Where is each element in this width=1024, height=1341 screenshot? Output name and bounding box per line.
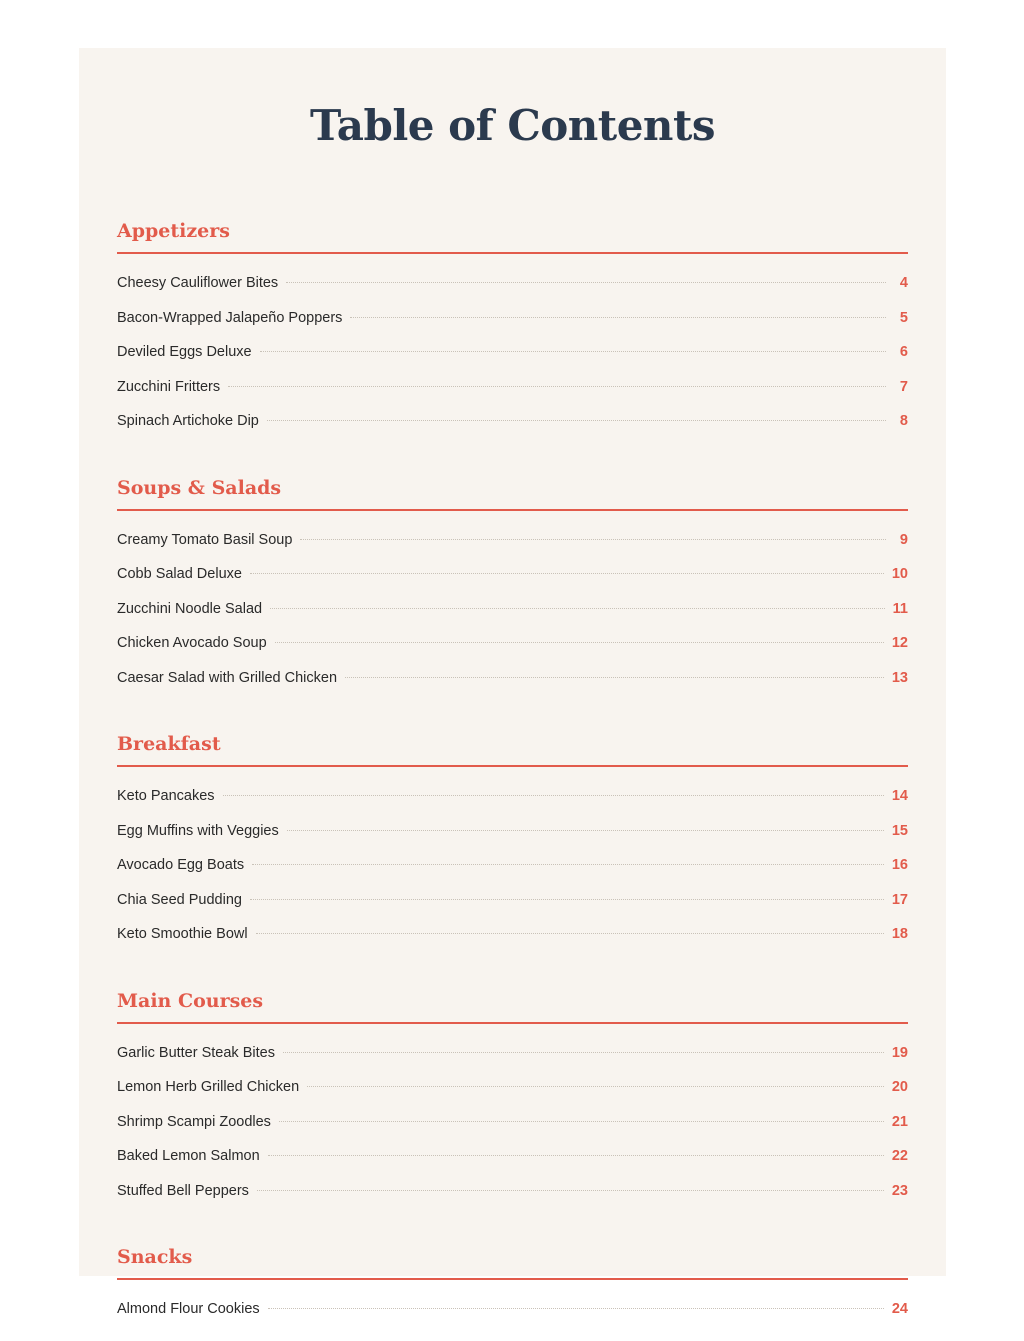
entry-name: Stuffed Bell Peppers — [117, 1182, 249, 1199]
section-breakfast — [117, 709, 908, 966]
entry-name: Chicken Avocado Soup — [117, 635, 267, 651]
toc-entry[interactable] — [117, 1105, 908, 1140]
entry-name: Spinach Artichoke Dip — [117, 413, 259, 429]
dot-leader — [256, 933, 884, 934]
entry-page-number: 17 — [891, 891, 908, 908]
entry-page-number: 24 — [891, 1301, 908, 1317]
toc-entry[interactable] — [117, 814, 908, 849]
entry-page-number: 11 — [892, 600, 908, 617]
toc-entry[interactable] — [117, 917, 908, 952]
toc-entry[interactable] — [117, 1070, 908, 1105]
document-page — [79, 48, 946, 1317]
entry-page-number: 10 — [891, 566, 908, 582]
dot-leader — [268, 1308, 884, 1309]
section-appetizers — [117, 196, 908, 453]
entry-page-number: 7 — [899, 378, 908, 395]
section-soups-salads — [117, 453, 908, 710]
toc-entry[interactable] — [117, 404, 908, 439]
entry-name: Garlic Butter Steak Bites — [117, 1044, 275, 1061]
entry-page-number: 21 — [891, 1113, 908, 1130]
dot-leader — [350, 317, 886, 318]
section-title: Main Courses — [117, 989, 264, 1012]
entry-list — [117, 1280, 908, 1341]
entry-name: Deviled Eggs Deluxe — [117, 344, 252, 360]
dot-leader — [268, 1155, 884, 1156]
dot-leader — [275, 642, 884, 643]
entry-page-number: 23 — [891, 1182, 908, 1199]
dot-leader — [300, 539, 886, 540]
dot-leader — [307, 1086, 884, 1087]
section-snacks — [117, 1222, 908, 1341]
toc-entry[interactable] — [117, 592, 908, 627]
dot-leader — [286, 282, 886, 283]
toc-entry[interactable] — [117, 848, 908, 883]
section-title: Snacks — [117, 1246, 193, 1268]
entry-page-number: 12 — [891, 635, 908, 651]
entry-name: Almond Flour Cookies — [117, 1301, 260, 1317]
entry-page-number: 5 — [899, 309, 908, 326]
entry-page-number: 22 — [891, 1148, 908, 1164]
section-header — [117, 966, 908, 1024]
dot-leader — [250, 899, 884, 900]
section-header — [117, 453, 908, 511]
entry-name: Caesar Salad with Grilled Chicken — [117, 669, 338, 686]
entry-page-number: 15 — [891, 822, 908, 839]
section-main-courses — [117, 966, 908, 1223]
entry-name: Keto Pancakes — [117, 788, 215, 804]
page-title: Table of Contents — [310, 101, 715, 150]
entry-page-number: 13 — [891, 669, 908, 686]
toc-entry[interactable] — [117, 370, 908, 405]
entry-name: Zucchini Noodle Salad — [117, 600, 263, 617]
entry-name: Cheesy Cauliflower Bites — [117, 275, 279, 291]
entry-name: Keto Smoothie Bowl — [117, 926, 248, 942]
entry-page-number: 19 — [891, 1044, 908, 1061]
dot-leader — [267, 420, 886, 421]
entry-page-number: 18 — [891, 926, 908, 942]
entry-list — [117, 1024, 908, 1223]
dot-leader — [279, 1121, 884, 1122]
dot-leader — [252, 864, 884, 865]
toc-entry[interactable] — [117, 1139, 908, 1174]
section-title: Breakfast — [117, 733, 221, 755]
entry-name: Bacon-Wrapped Jalapeño Poppers — [117, 309, 343, 326]
toc-entry[interactable] — [117, 1292, 908, 1327]
entry-list — [117, 254, 908, 453]
toc-entry[interactable] — [117, 523, 908, 558]
section-header — [117, 709, 908, 767]
entry-list — [117, 511, 908, 710]
toc-entry[interactable] — [117, 883, 908, 918]
entry-list — [117, 767, 908, 966]
entry-page-number: 4 — [899, 275, 908, 291]
entry-page-number: 20 — [891, 1079, 908, 1095]
section-title: Soups & Salads — [117, 476, 282, 499]
dot-leader — [260, 351, 886, 352]
section-header — [117, 196, 908, 254]
entry-page-number: 14 — [891, 788, 908, 804]
entry-name: Chia Seed Pudding — [117, 891, 242, 908]
toc-entry[interactable] — [117, 335, 908, 370]
toc-entry[interactable] — [117, 266, 908, 301]
dot-leader — [345, 677, 884, 678]
toc-entry[interactable] — [117, 626, 908, 661]
entry-name: Lemon Herb Grilled Chicken — [117, 1079, 300, 1095]
toc-entry[interactable] — [117, 301, 908, 336]
toc-entry[interactable] — [117, 779, 908, 814]
dot-leader — [250, 573, 884, 574]
entry-name: Shrimp Scampi Zoodles — [117, 1113, 271, 1130]
entry-name: Zucchini Fritters — [117, 378, 221, 395]
entry-name: Baked Lemon Salmon — [117, 1148, 260, 1164]
dot-leader — [283, 1052, 884, 1053]
entry-page-number: 9 — [899, 531, 908, 548]
entry-name: Egg Muffins with Veggies — [117, 822, 279, 839]
entry-page-number: 16 — [891, 857, 908, 873]
section-header — [117, 1222, 908, 1280]
dot-leader — [228, 386, 886, 387]
entry-name: Avocado Egg Boats — [117, 857, 245, 873]
dot-leader — [270, 608, 885, 609]
dot-leader — [257, 1190, 884, 1191]
entry-name: Creamy Tomato Basil Soup — [117, 531, 293, 548]
entry-page-number: 6 — [899, 344, 908, 360]
toc-entry[interactable] — [117, 557, 908, 592]
dot-leader — [223, 795, 884, 796]
toc-entry[interactable] — [117, 1036, 908, 1071]
dot-leader — [287, 830, 884, 831]
entry-name: Cobb Salad Deluxe — [117, 566, 242, 582]
section-title: Appetizers — [117, 220, 230, 242]
toc-entry[interactable] — [117, 661, 908, 696]
entry-page-number: 8 — [899, 413, 908, 429]
toc-entry[interactable] — [117, 1174, 908, 1209]
